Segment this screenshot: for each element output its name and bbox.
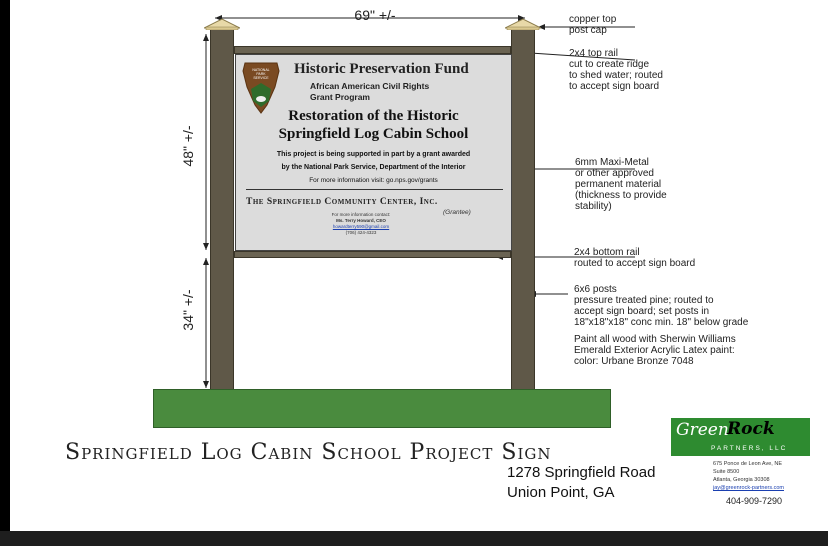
right-post-cap-icon xyxy=(505,18,541,30)
headline-line-1: Restoration of the Historic xyxy=(288,108,459,124)
contact-email-link[interactable]: howardterry590@gmail.com xyxy=(332,224,390,229)
badge-line-3: SERVICE xyxy=(253,76,269,80)
badge-line-2: PARK xyxy=(256,72,266,76)
grantee-label: (Grantee) xyxy=(443,209,471,216)
company-city: Atlanta, Georgia 30308 xyxy=(713,477,770,483)
support-line-2: by the National Park Service, Department of the Interior xyxy=(281,164,466,171)
headline-line-2: Springfield Log Cabin School xyxy=(278,126,469,142)
bottom-frame-bar xyxy=(0,531,828,546)
posts-note: 6x6 posts pressure treated pine; routed to accept sign board; set posts in 18"x18"x18" conc min. 18" below grade xyxy=(574,284,749,328)
fund-title: Historic Preservation Fund xyxy=(294,61,469,77)
address-line-2: Union Point, GA xyxy=(507,484,615,501)
divider xyxy=(246,189,503,190)
contact-block xyxy=(316,212,406,236)
logo-subtitle: PARTNERS, LLC xyxy=(711,445,788,452)
paint-note: Paint all wood with Sherwin Williams Emerald Exterior Acrylic Latex paint: color: Urbane Bronze 7048 xyxy=(574,334,736,367)
left-post-cap-icon xyxy=(204,18,240,30)
top-rail xyxy=(234,46,511,54)
bottom-rail xyxy=(234,251,511,258)
support-line-1: This project is being supported in part by a grant awarded xyxy=(276,151,471,158)
program-line-2: Grant Program xyxy=(310,92,370,102)
company-street: 675 Ponce de Leon Ave, NE xyxy=(713,461,783,467)
logo-word-rock: Rock xyxy=(727,419,775,439)
sign-board xyxy=(235,54,512,251)
project-title: Springfield Log Cabin School Project Sign xyxy=(65,440,552,465)
contact-phone: (706) 424-4323 xyxy=(345,230,377,235)
company-email-link[interactable]: jay@greenrock-partners.com xyxy=(713,485,784,491)
address-line-1: 1278 Springfield Road xyxy=(507,464,656,481)
upper-height-dimension: 48" +/- xyxy=(180,125,196,167)
right-post xyxy=(511,28,535,390)
left-frame-bar xyxy=(0,0,10,546)
lower-height-dimension: 34" +/- xyxy=(180,289,196,331)
grantee-org: The Springfield Community Center, Inc. xyxy=(246,197,438,207)
panel-note: 6mm Maxi-Metal or other approved permanent material (thickness to provide stability) xyxy=(575,157,667,212)
logo-word-green: Green xyxy=(676,420,729,440)
badge-line-1: NATIONAL xyxy=(252,68,270,72)
cap-note: copper top post cap xyxy=(569,14,617,36)
contact-label: For more information contact: xyxy=(331,212,391,217)
width-dimension: 69" +/- xyxy=(354,7,396,23)
company-phone: 404-909-7290 xyxy=(726,496,783,506)
info-line: For more information visit: go.nps.gov/grants xyxy=(309,177,438,184)
left-post xyxy=(210,28,234,390)
company-suite: Suite 8500 xyxy=(713,469,740,475)
contact-name: Ms. Terry Howard, CEO xyxy=(336,218,386,223)
grass-base xyxy=(153,389,611,428)
top-rail-note: 2x4 top rail cut to create ridge to shed water; routed to accept sign board xyxy=(569,48,663,92)
bottom-rail-note: 2x4 bottom rail routed to accept sign board xyxy=(574,247,696,269)
drawing-sheet xyxy=(10,0,828,531)
program-line-1: African American Civil Rights xyxy=(310,81,430,91)
